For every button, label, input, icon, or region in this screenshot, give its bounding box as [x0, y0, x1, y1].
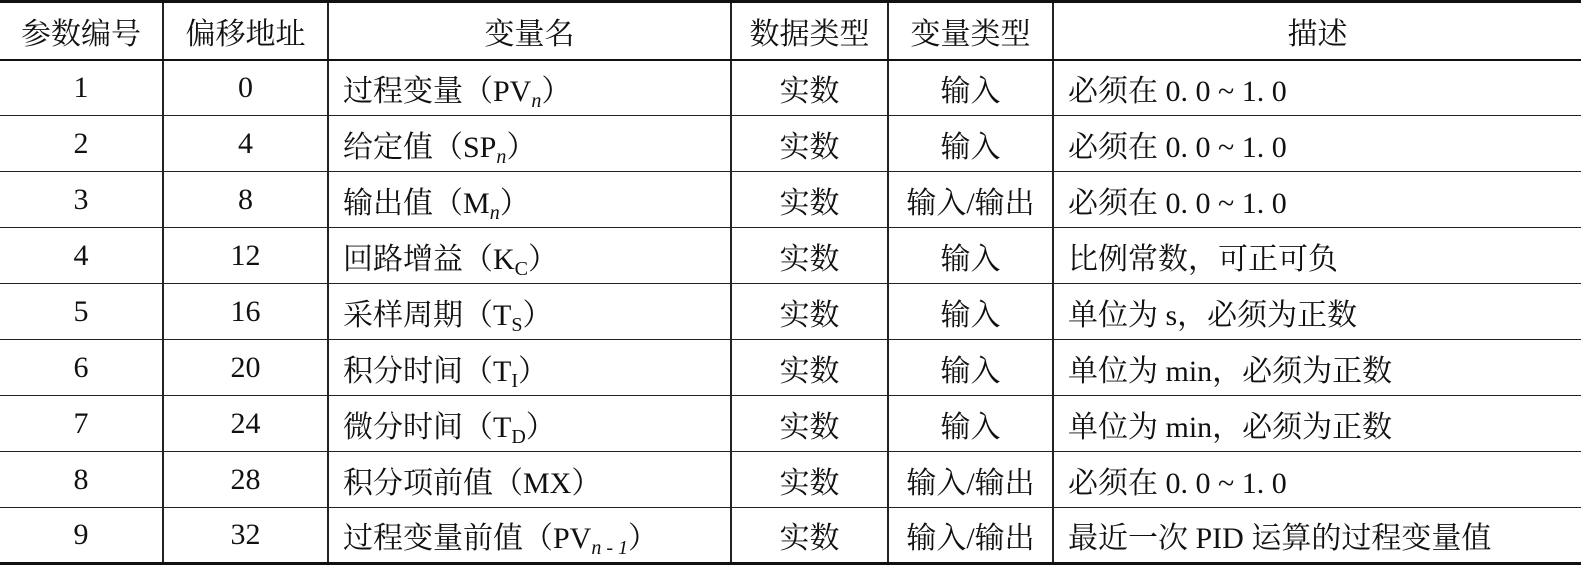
cell-data-type: 实数: [731, 284, 888, 340]
cell-variable-name: [328, 172, 731, 228]
variable-name-subscript: S: [511, 313, 523, 336]
cell-variable-name: [328, 340, 731, 396]
cell-data-type: 实数: [731, 172, 888, 228]
cell-param-id: 4: [0, 228, 163, 284]
variable-name-subscript: n: [531, 89, 542, 112]
cell-variable-name: [328, 284, 731, 340]
variable-name-suffix: ）: [506, 130, 537, 164]
variable-name-suffix: ）: [522, 298, 553, 332]
table-header-row: [0, 2, 1581, 60]
cell-description: 必须在 0. 0 ~ 1. 0: [1053, 60, 1581, 116]
table-row: [0, 340, 1581, 396]
variable-name-suffix: ）: [541, 74, 572, 108]
variable-name-subscript: C: [514, 257, 529, 280]
variable-name-text: 输出值（M: [343, 186, 490, 220]
cell-variable-type: 输入: [888, 228, 1053, 284]
variable-name-suffix: ）: [628, 522, 659, 555]
cell-description: 单位为 min，必须为正数: [1053, 340, 1581, 396]
cell-description: 必须在 0. 0 ~ 1. 0: [1053, 452, 1581, 508]
variable-name-suffix: ）: [499, 186, 530, 220]
variable-name-subscript: n: [496, 145, 507, 168]
header-variable-type: 变量类型: [888, 2, 1053, 60]
cell-param-id: 1: [0, 60, 163, 116]
cell-variable-name: [328, 60, 731, 116]
cell-param-id: 9: [0, 508, 163, 564]
cell-data-type: 实数: [731, 508, 888, 564]
cell-variable-type: 输入: [888, 284, 1053, 340]
cell-variable-type: 输入/输出: [888, 508, 1053, 564]
table-row: [0, 60, 1581, 116]
cell-description: 必须在 0. 0 ~ 1. 0: [1053, 116, 1581, 172]
variable-name-suffix: ）: [528, 242, 559, 276]
variable-name-text: 采样周期（T: [343, 298, 512, 332]
table-row: [0, 228, 1581, 284]
cell-data-type: 实数: [731, 228, 888, 284]
cell-offset: 4: [163, 116, 328, 172]
cell-data-type: 实数: [731, 340, 888, 396]
cell-description: 单位为 min，必须为正数: [1053, 396, 1581, 452]
cell-variable-name: [328, 452, 731, 508]
cell-param-id: 6: [0, 340, 163, 396]
header-variable-name: 变量名: [328, 2, 731, 60]
cell-variable-type: 输入/输出: [888, 452, 1053, 508]
variable-name-text: 给定值（SP: [343, 130, 497, 164]
variable-name-subscript: I: [511, 369, 518, 392]
cell-offset: 28: [163, 452, 328, 508]
cell-param-id: 8: [0, 452, 163, 508]
cell-param-id: 5: [0, 284, 163, 340]
cell-variable-name: [328, 396, 731, 452]
cell-variable-type: 输入: [888, 60, 1053, 116]
cell-offset: 12: [163, 228, 328, 284]
table-body: [0, 60, 1581, 564]
cell-description: 比例常数，可正可负: [1053, 228, 1581, 284]
cell-description: 单位为 s，必须为正数: [1053, 284, 1581, 340]
cell-data-type: 实数: [731, 116, 888, 172]
cell-offset: 20: [163, 340, 328, 396]
variable-name-subscript: n: [489, 201, 500, 224]
variable-name-text: 过程变量前值（PV: [343, 522, 592, 555]
cell-offset: 16: [163, 284, 328, 340]
cell-variable-type: 输入: [888, 116, 1053, 172]
header-param-id: 参数编号: [0, 2, 163, 60]
table-row: [0, 452, 1581, 508]
variable-name-text: 回路增益（K: [343, 242, 515, 276]
variable-name-suffix: ）: [525, 410, 556, 444]
cell-variable-type: 输入: [888, 396, 1053, 452]
header-description: 描述: [1053, 2, 1581, 60]
cell-param-id: 3: [0, 172, 163, 228]
table-row: [0, 508, 1581, 564]
cell-description: 最近一次 PID 运算的过程变量值: [1053, 508, 1581, 564]
variable-name-subscript: D: [511, 425, 526, 448]
table-row: [0, 172, 1581, 228]
header-data-type: 数据类型: [731, 2, 888, 60]
variable-name-text: 过程变量（PV: [343, 74, 532, 108]
cell-variable-type: 输入/输出: [888, 172, 1053, 228]
cell-offset: 24: [163, 396, 328, 452]
cell-offset: 8: [163, 172, 328, 228]
variable-name-subscript: n - 1: [591, 537, 629, 559]
cell-description: 必须在 0. 0 ~ 1. 0: [1053, 172, 1581, 228]
cell-offset: 32: [163, 508, 328, 564]
table-row: [0, 396, 1581, 452]
cell-data-type: 实数: [731, 60, 888, 116]
cell-variable-type: 输入: [888, 340, 1053, 396]
cell-variable-name: [328, 116, 731, 172]
variable-name-text: 微分时间（T: [343, 410, 512, 444]
cell-data-type: 实数: [731, 396, 888, 452]
cell-variable-name: [328, 228, 731, 284]
cell-variable-name: [328, 508, 731, 564]
table-row: [0, 284, 1581, 340]
variable-name-text: 积分项前值（MX）: [343, 466, 602, 500]
cell-param-id: 2: [0, 116, 163, 172]
cell-param-id: 7: [0, 396, 163, 452]
variable-name-suffix: ）: [518, 354, 548, 388]
cell-offset: 0: [163, 60, 328, 116]
variable-name-text: 积分时间（T: [343, 354, 512, 388]
table-row: [0, 116, 1581, 172]
cell-data-type: 实数: [731, 452, 888, 508]
header-offset: 偏移地址: [163, 2, 328, 60]
